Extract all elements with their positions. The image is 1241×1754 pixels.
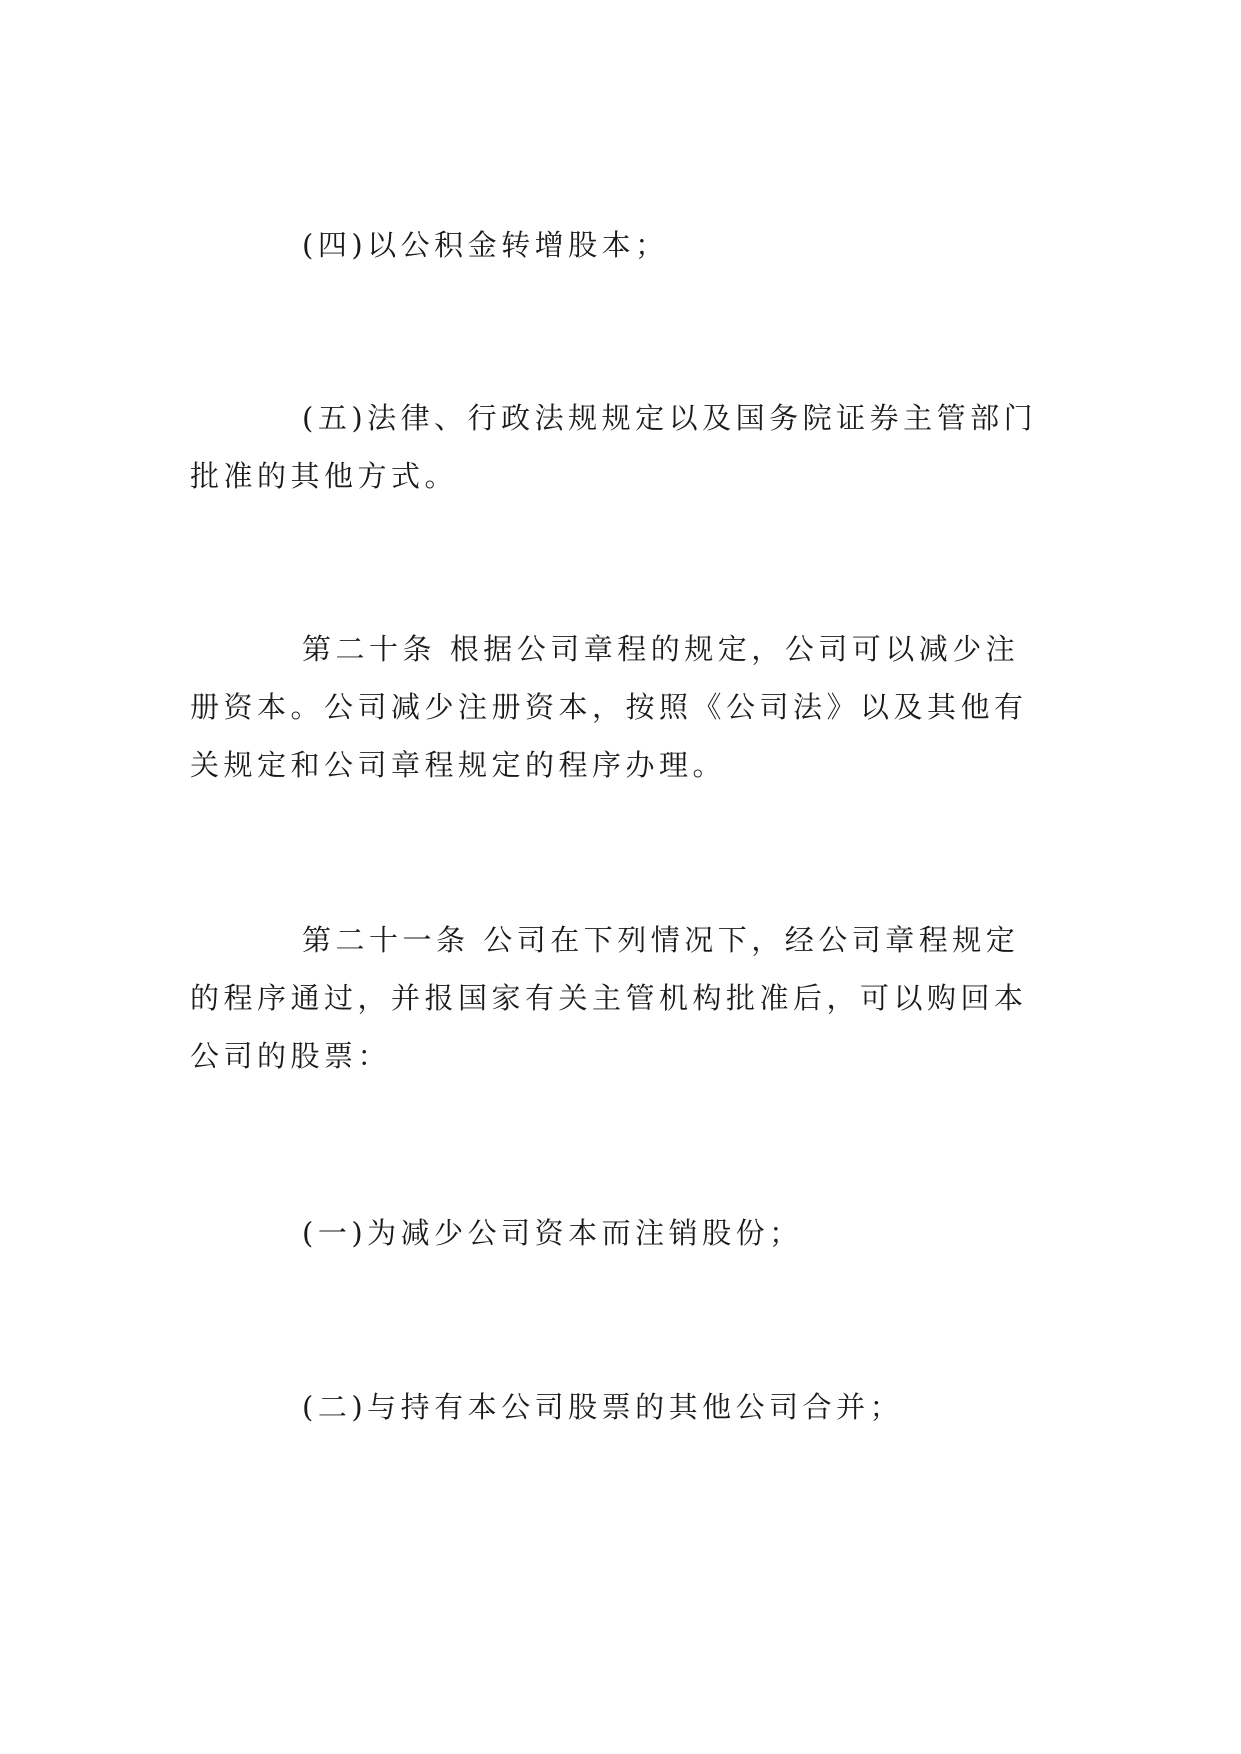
paragraph-item-4: (四)以公积金转增股本； <box>302 228 669 262</box>
paragraph-item-5: (五)法律、行政法规规定以及国务院证券主管部门批准的其他方式。 <box>190 401 1038 493</box>
paragraph-item-1: (一)为减少公司资本而注销股份； <box>302 1216 803 1250</box>
paragraph-item-2: (二)与持有本公司股票的其他公司合并； <box>302 1390 904 1424</box>
article-20-paragraph: 第二十条 根据公司章程的规定，公司可以减少注册资本。公司减少注册资本，按照《公司法》以及其他有关规定和公司章程规定的程序办理。 <box>190 632 1028 782</box>
article-21-paragraph: 第二十一条 公司在下列情况下，经公司章程规定的程序通过，并报国家有关主管机构批准后，可以购回本公司的股票： <box>190 923 1028 1073</box>
